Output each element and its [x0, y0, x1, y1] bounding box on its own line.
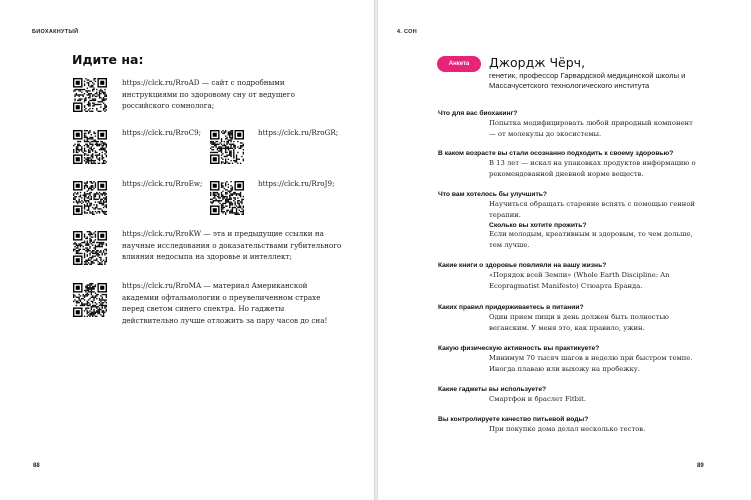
question: В каком возрасте вы стали осознанно подходить к своему здоровью?	[438, 150, 674, 157]
left-page	[0, 0, 374, 500]
qr-code-icon[interactable]	[73, 283, 107, 317]
link-item[interactable]: https://clck.ru/RroKW — эта и предыдущие ссылки на научные исследования о доказательствами губительного влияния недосыпа на здоровье и интеллект;	[122, 229, 342, 262]
question: Какие книги о здоровье повлияли на вашу жизнь?	[438, 262, 607, 269]
answer: При покупке дома делал несколько тестов.	[489, 425, 646, 433]
qr-code-icon[interactable]	[73, 130, 107, 164]
running-head-left: БИОХАКНУТЫЙ	[32, 29, 79, 35]
link-item[interactable]: https://clck.ru/RroMA — материал Американской академии офтальмологии о преувеличенном страхе перед светом синего спектра. Но гаджеты действительно лучше отложить за пару часов до сна!	[122, 281, 328, 325]
link-item[interactable]: https://clck.ru/RroEw;	[122, 179, 203, 188]
answer: Иногда плаваю или выхожу на пробежку.	[489, 365, 640, 373]
page-number-right: 89	[697, 463, 704, 469]
question: Какую физическую активность вы практикуете?	[438, 345, 600, 352]
question: Каких правил придерживаетесь в питании?	[438, 304, 584, 311]
person-description: генетик, профессор Гарвардской медицинской школы и Массачусетского технологического института	[489, 71, 686, 90]
answer: Один прием пищи в день должен быть полностью веганским. У меня это, как правило, ужин.	[489, 313, 669, 333]
answer: Научиться обращать старение вспять с помощью генной терапии.	[489, 200, 695, 220]
answer: Смартфон и браслет Fitbit.	[489, 395, 587, 403]
questionnaire-badge: Анкета	[437, 56, 481, 72]
section-title: Идите на:	[72, 52, 144, 67]
qr-code-icon[interactable]	[210, 181, 244, 215]
link-item[interactable]: https://clck.ru/RroAD — сайт с подробными инструкциями по здоровому сну от ведущего российского сомнолога;	[122, 78, 295, 111]
question: Вы контролируете качество питьевой воды?	[438, 416, 589, 423]
question: Какие гаджеты вы используете?	[438, 386, 547, 393]
link-item[interactable]: https://clck.ru/RroJ9;	[258, 179, 335, 188]
qr-code-icon[interactable]	[73, 231, 107, 265]
answer: Минимум 70 тысяч шагов в неделю при быстром темпе.	[489, 354, 693, 362]
person-name: Джордж Чёрч,	[489, 55, 586, 70]
sub-question: Сколько вы хотите прожить?	[489, 222, 587, 229]
answer: «Порядок всей Земли» (Whole Earth Discipline: An Ecopragmatist Manifesto) Стюарта Бранда.	[489, 271, 670, 291]
answer: Если молодым, креативным и здоровым, то чем дольше, тем лучше.	[489, 230, 693, 250]
link-item[interactable]: https://clck.ru/RroC9;	[122, 128, 202, 137]
qr-code-icon[interactable]	[73, 78, 107, 112]
page-number-left: 88	[33, 463, 40, 469]
link-item[interactable]: https://clck.ru/RroGR;	[258, 128, 339, 137]
question: Что вам хотелось бы улучшить?	[438, 191, 547, 198]
qr-code-icon[interactable]	[73, 181, 107, 215]
qr-code-icon[interactable]	[210, 130, 244, 164]
running-head-right: 4. СОН	[397, 29, 417, 35]
answer: В 13 лет — искал на упаковках продуктов информацию о рекомендованной дневной норме веществ.	[489, 159, 696, 179]
question: Что для вас биохакинг?	[438, 110, 518, 117]
answer: Попытка модифицировать любой природный компонент — от молекулы до экосистемы.	[489, 119, 693, 139]
